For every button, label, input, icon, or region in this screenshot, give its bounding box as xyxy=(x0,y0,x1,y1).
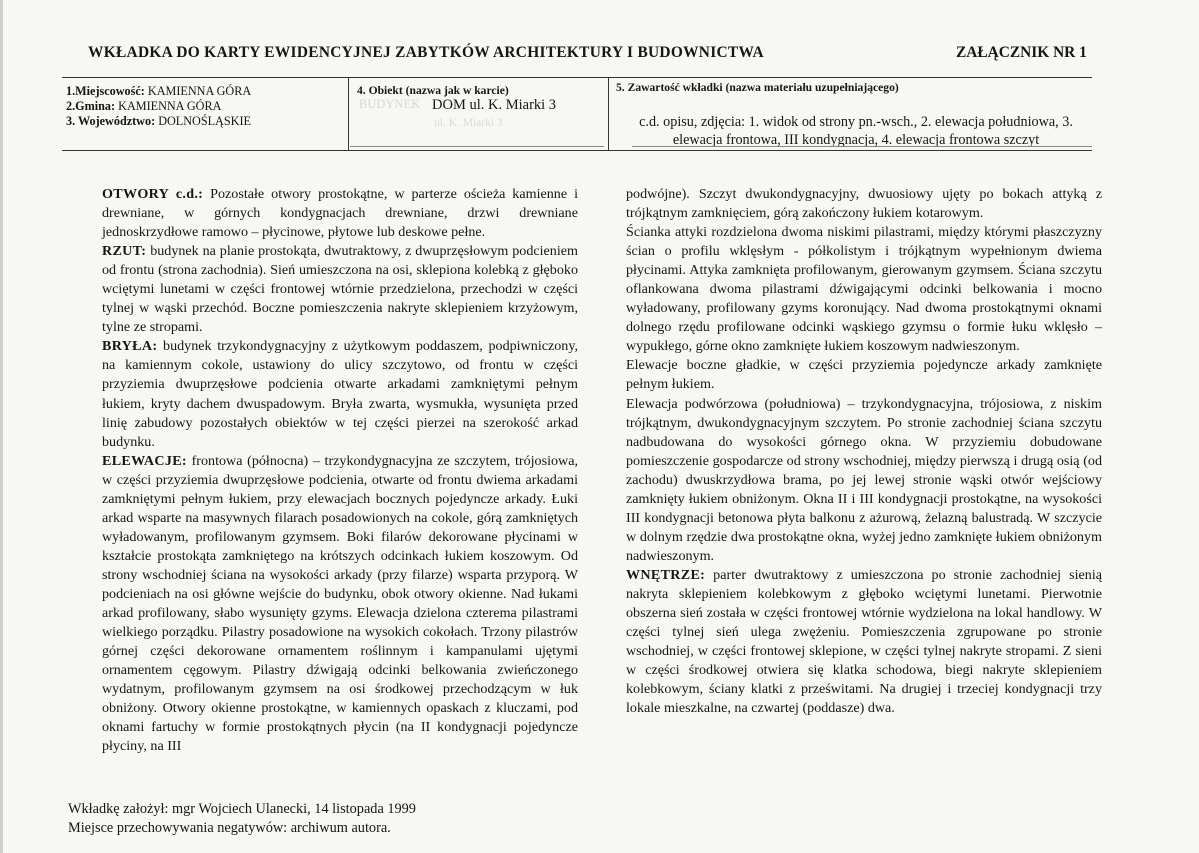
body-paragraph xyxy=(626,223,1102,356)
contents-value: c.d. opisu, zdjęcia: 1. widok od strony pn.-wsch., 2. elewacja południowa, 3. elewacja frontowa, III kondygnacja, 4. elewacja frontowa szczyt xyxy=(639,114,1073,148)
header-rule-top xyxy=(62,77,1092,78)
header-rule-bottom xyxy=(62,150,1092,151)
province-label: 3. Województwo: xyxy=(66,114,156,128)
section-heading: BRYŁA: xyxy=(102,338,158,355)
body-column-right xyxy=(626,185,1102,718)
body-paragraph xyxy=(102,185,578,242)
body-paragraph xyxy=(102,452,578,757)
locality-label: 1.Miejscowość: xyxy=(66,84,145,98)
body-paragraph xyxy=(626,356,1102,394)
contents-label: 5. Zawartość wkładki (nazwa materiału uzupełniającego) xyxy=(616,81,899,94)
province-field xyxy=(66,114,251,129)
paragraph-text: Ścianka attyki rozdzielona dwoma niskimi pilastrami, między którymi płaszczyzny ścian o profilu wklęsłym - półkolistym i trójkątnym wypełnionym dwiema płycinami. Attyka zamknięta profilowanym, gierowanym gzymsem. Ściana szczytu oflankowana dwoma pilastrami dźwigającymi odcinki belkowania i mocno wyładowany, profilowany gzyms koronujący. Nad dwoma prostokątnymi oknami dolnego rzędu profilowane odcinki wąskiego gzymsu o formie łuku wklęsło – wypukłego, górne okno zamknięte łukiem koszowym nadwieszonym. xyxy=(626,224,1102,355)
footer-storage: Miejsce przechowywania negatywów: archiwum autora. xyxy=(68,820,391,836)
section-heading: ELEWACJE: xyxy=(102,452,187,469)
body-paragraph xyxy=(102,242,578,337)
body-paragraph xyxy=(626,185,1102,223)
document-title: WKŁADKA DO KARTY EWIDENCYJNEJ ZABYTKÓW ARCHITEKTURY I BUDOWNICTWA xyxy=(88,44,764,61)
meta-divider-1 xyxy=(348,78,349,150)
section-heading: RZUT: xyxy=(102,243,147,260)
paragraph-text: budynek na planie prostokąta, dwutraktowy, z dwuprzęsłowym podcieniem od frontu (strona zachodnia). Sień umieszczona na osi, sklepiona kolebką z głęboko wciętymi lunetami w części frontowej wtórnie przedzielona, przechodzi w części tylnej w wąski przechód. Boczne pomieszczenia nakryte sklepieniem krzyżowym, tylne ze stropami. xyxy=(102,243,578,336)
object-ghost-text: BUDYNEK xyxy=(359,97,421,111)
object-value: DOM ul. K. Miarki 3 xyxy=(432,97,557,113)
paragraph-text: Elewacja podwórzowa (południowa) – trzykondygnacyjna, trójosiowa, z niskim trójkątnym, dwukondygnacyjnym szczytem. Po stronie zachodniej ściana szczytu nadbudowana do wysokości górnego okna. W przyziemiu dobudowane pomieszczenie gospodarcze od strony wschodniej, między pierwszą i drugą osią (od zachodu) dwuskrzydłowa brama, po jej lewej stronie wąski otwór wejściowy zamknięty łukiem obniżonym. Okna II i III kondygnacji prostokątne, na wysokości III kondygnacji betonowa płyta balkonu z ażurową, żelazną balustradą. W szczycie w dolnym rzędzie dwa prostokątne okna, wyżej jedno zamknięte łukiem obniżonym nadwieszonym. xyxy=(626,395,1102,564)
footer-author: Wkładkę założył: mgr Wojciech Ulanecki, 14 listopada 1999 xyxy=(68,801,416,817)
paragraph-text: frontowa (północna) – trzykondygnacyjna ze szczytem, trójosiowa, w części przyziemia dwuprzęsłowe podcienia, otwarte od frontu dwiema arkadami zamkniętymi pełnym łukiem, przy elewacjach bocznych pojedyncze arkady. Łuki arkad wsparte na masywnych filarach posadowionych na cokole, górą zamkniętych wyładowanym, profilowanym gzymsem. Boki filarów dekorowane płycinami w kształcie prostokąta zamkniętego na krótszych odcinkach łukiem koszowym. Od strony wschodniej ściana na wysokości arkady (przy filarze) wsparta przyporą. W podcieniach na osi główne wejście do budynku, obok otwory okienne. Nad łukami arkad profilowany, słabo wysunięty gzyms. Elewacja dzielona czterema pilastrami wielkiego porządku. Pilastry posadowione na wysokich cokołach. Trzony pilastrów górnej części dekorowane ornamentem roślinnym i kampanulami ujętymi ornamentem cęgowym. Pilastry dźwigają odcinki belkowania zwieńczonego wydatnym, profilowanym gzymsem na osi środkowej przechodzącym w łuk obniżony. Otwory okienne prostokątne, w kamiennych opaskach z kluczami, pod oknami fartuchy w formie prostokątnych płycin (na II kondygnacji pojedyncze płyciny, na III xyxy=(102,452,578,755)
paragraph-text: Pozostałe otwory prostokątne, w parterze ościeża kamienne i drewniane, w górnych kondygnacjach drewniane, drzwi drewniane jednoskrzydłowe ramowo – płycinowe, płytowe lub deskowe pełne. xyxy=(102,186,578,241)
section-heading: WNĘTRZE: xyxy=(626,566,706,583)
object-underline xyxy=(350,146,604,147)
meta-divider-2 xyxy=(608,78,609,150)
locality-field xyxy=(66,84,251,99)
commune-label: 2.Gmina: xyxy=(66,99,116,113)
paragraph-text: budynek trzykondygnacyjny z użytkowym poddaszem, podpiwniczony, na kamiennym cokole, ustawiony do ulicy szczytowo, od frontu w części przyziemia dwuprzęsłowe podcienia otwarte arkadami zamkniętymi pełnym łukiem, kryty dachem dwuspadowym. Bryła zwarta, wysmukła, wysunięta przed linię zabudowy pozostałych obiektów w tej części pierzei na szerokość arkad budynku. xyxy=(102,338,578,450)
body-column-left xyxy=(102,185,578,756)
body-paragraph xyxy=(626,395,1102,566)
object-ghost-address: ul. K. Miarki 3 xyxy=(434,117,503,129)
paragraph-text: Elewacje boczne gładkie, w części przyziemia pojedyncze arkady zamknięte pełnym łukiem. xyxy=(626,357,1102,393)
commune-field xyxy=(66,99,221,114)
locality-value: KAMIENNA GÓRA xyxy=(147,84,252,98)
contents-value-wrap xyxy=(616,113,1096,149)
contents-underline xyxy=(632,146,1092,147)
province-value: DOLNOŚLĄSKIE xyxy=(158,114,251,128)
body-paragraph xyxy=(626,566,1102,718)
paragraph-text: podwójne). Szczyt dwukondygnacyjny, dwuosiowy ujęty po bokach attyką z trójkątnym zamknięciem, górą zakończony łukiem kotarowym. xyxy=(626,186,1102,222)
commune-value: KAMIENNA GÓRA xyxy=(118,99,222,113)
annex-label: ZAŁĄCZNIK NR 1 xyxy=(956,44,1087,61)
body-paragraph xyxy=(102,337,578,451)
section-heading: OTWORY c.d.: xyxy=(102,186,204,202)
paragraph-text: parter dwutraktowy z umieszczona po stronie zachodniej sienią nakryta sklepieniem kolebkowym z głęboko wciętymi lunetami. Pierwotnie obszerna sień została w części frontowej wtórnie wydzielona na lokal handlowy. W części tylnej sień ulega zwężeniu. Pomieszczenia zgrupowane po stronie wschodniej, w części frontowej sklepione, w części tylnej nakryte stropami. Z sieni w części środkowej otwiera się klatka schodowa, biegi nakryte sklepieniem kolebkowym, ściany klatki z prześwitami. Na drugiej i trzeciej kondygnacji trzy lokale mieszkalne, na czwartej (poddasze) dwa. xyxy=(626,566,1102,717)
object-label: 4. Obiekt (nazwa jak w karcie) xyxy=(357,84,509,97)
